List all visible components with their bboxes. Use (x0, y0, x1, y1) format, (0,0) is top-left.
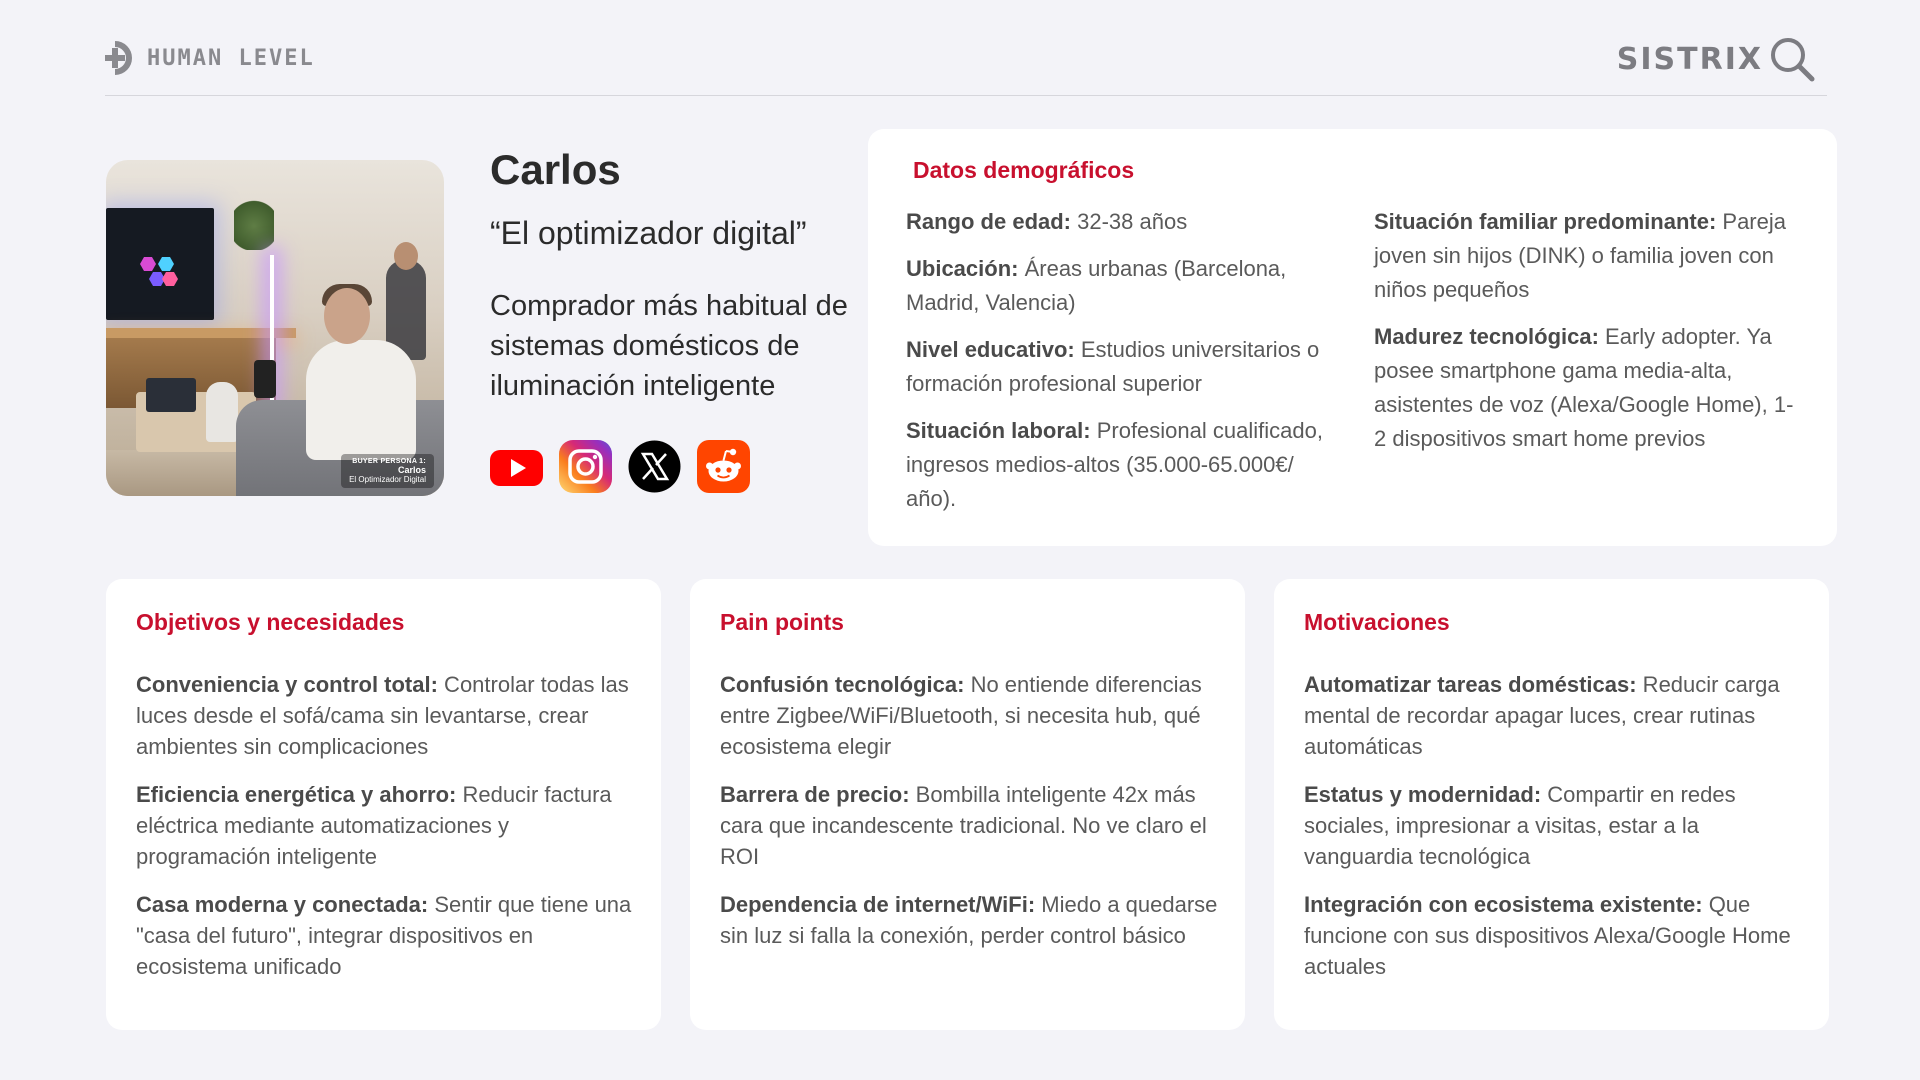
demographic-item: Situación laboral: Profesional cualificado, ingresos medios-altos (35.000-65.000€/ año). (906, 418, 1323, 511)
top-bar (105, 34, 1827, 96)
demographic-item: Ubicación: Áreas urbanas (Barcelona, Madrid, Valencia) (906, 256, 1287, 315)
youtube-icon[interactable] (490, 440, 543, 493)
magnifier-icon (1767, 34, 1817, 84)
reddit-icon[interactable] (697, 440, 750, 493)
hexagon-lights-icon (136, 255, 182, 289)
list-item: Conveniencia y control total: Controlar todas las luces desde el sofá/cama sin levantarse, crear ambientes sin complicaciones (136, 672, 629, 759)
photo-caption: BUYER PERSONA 1: Carlos El Optimizador Digital (341, 454, 434, 488)
demographics-column-1 (906, 205, 1336, 529)
demographic-item: Madurez tecnológica: Early adopter. Ya posee smartphone gama media-alta, asistentes de voz (Alexa/Google Home), 1-2 dispositivos smart home previos (1374, 324, 1794, 451)
list-item: Dependencia de internet/WiFi: Miedo a quedarse sin luz si falla la conexión, perder control básico (720, 892, 1218, 948)
goals-card (106, 579, 661, 1030)
sistrix-logo[interactable] (1617, 36, 1817, 82)
sistrix-wordmark: SISTRIX (1616, 41, 1763, 77)
demographic-item: Nivel educativo: Estudios universitarios o formación profesional superior (906, 337, 1320, 396)
motivations-list (1304, 669, 1809, 999)
pain-points-card (690, 579, 1245, 1030)
persona-photo (106, 160, 444, 496)
x-icon[interactable] (628, 440, 681, 493)
list-item: Casa moderna y conectada: Sentir que tiene una "casa del futuro", integrar dispositivos en ecosistema unificado (136, 892, 632, 979)
human-level-mark-icon (105, 38, 139, 78)
human-level-logo[interactable] (105, 38, 315, 78)
persona-description: Comprador más habitual de sistemas domésticos de iluminación inteligente (490, 290, 848, 402)
list-item: Eficiencia energética y ahorro: Reducir factura eléctrica mediante automatizaciones y programación inteligente (136, 782, 612, 869)
list-item: Barrera de precio: Bombilla inteligente 42x más cara que incandescente tradicional. No ve claro el ROI (720, 782, 1207, 869)
demographics-title: Datos demográficos (913, 157, 1135, 183)
list-item: Integración con ecosistema existente: Que funcione con sus dispositivos Alexa/Google Home actuales (1304, 892, 1791, 979)
persona-name: Carlos (490, 146, 621, 193)
goals-list (136, 669, 641, 999)
list-item: Confusión tecnológica: No entiende diferencias entre Zigbee/WiFi/Bluetooth, si necesita hub, qué ecosistema elegir (720, 672, 1202, 759)
pain-points-title: Pain points (720, 609, 844, 635)
motivations-card (1274, 579, 1829, 1030)
social-icons (490, 440, 750, 493)
instagram-icon[interactable] (559, 440, 612, 493)
motivations-title: Motivaciones (1304, 609, 1450, 635)
demographic-item: Situación familiar predominante: Pareja joven sin hijos (DINK) o familia joven con niños pequeños (1374, 209, 1786, 302)
list-item: Automatizar tareas domésticas: Reducir carga mental de recordar apagar luces, crear rutinas automáticas (1304, 672, 1780, 759)
list-item: Estatus y modernidad: Compartir en redes sociales, impresionar a visitas, estar a la vanguardia tecnológica (1304, 782, 1736, 869)
goals-title: Objetivos y necesidades (136, 609, 405, 635)
persona-nickname: “El optimizador digital” (490, 215, 807, 251)
demographics-card (868, 129, 1837, 546)
demographic-item: Rango de edad: 32-38 años (906, 209, 1188, 234)
pain-points-list (720, 669, 1225, 968)
human-level-wordmark: HUMAN LEVEL (147, 45, 315, 71)
demographics-column-2 (1374, 205, 1804, 469)
